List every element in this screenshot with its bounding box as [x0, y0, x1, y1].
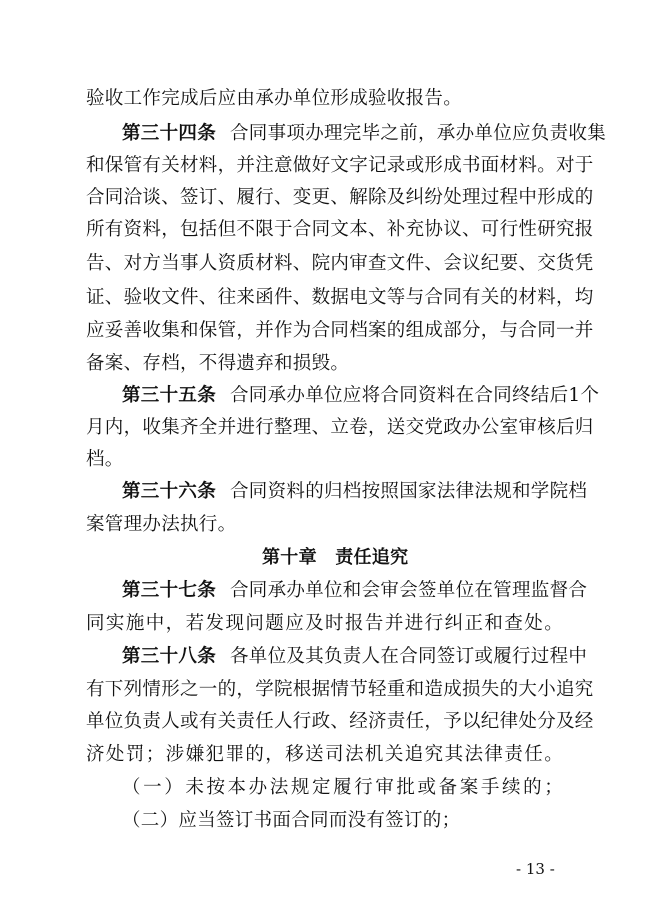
line-text: 有下列情形之一的，学院根据情节轻重和造成损失的大小追究: [86, 679, 594, 700]
line-text: 月内，收集齐全并进行整理、立卷，送交党政办公室审核后归: [86, 417, 594, 438]
article-37: [0, 576, 650, 606]
article-number: 第三十四条: [122, 123, 217, 144]
text-line: [0, 445, 650, 475]
article-36: [0, 477, 650, 507]
text-line: [0, 249, 650, 279]
chapter-heading: [0, 543, 650, 573]
line-text: 各单位及其负责人在合同签订或履行过程中: [230, 646, 588, 667]
line-text: 证、验收文件、往来函件、数据电文等与合同有关的材料，均: [86, 287, 594, 308]
text-line: [0, 151, 650, 181]
line-text: 备案、存档，不得遗弃和损毁。: [86, 353, 350, 374]
line-text: 案管理办法执行。: [86, 514, 237, 535]
line-text: 验收工作完成后应由承办单位形成验收报告。: [86, 88, 463, 109]
article-35: [0, 381, 650, 411]
article-34: [0, 119, 650, 149]
list-item: [0, 806, 650, 836]
line-text: 济处罚；涉嫌犯罪的，移送司法机关追究其法律责任。: [86, 744, 565, 765]
text-line: [0, 609, 650, 639]
line-text: 单位负责人或有关责任人行政、经济责任，予以纪律处分及经: [86, 711, 594, 732]
article-38: [0, 642, 650, 672]
text-line: [0, 675, 650, 705]
chapter-title: 第十章 责任追究: [262, 547, 409, 568]
page-number: - 13 -: [516, 860, 555, 878]
text-line: [0, 740, 650, 770]
line-text: 告、对方当事人资质材料、院内审查文件、会议纪要、交货凭: [86, 253, 594, 274]
text-line: [0, 215, 650, 245]
text-line: [0, 413, 650, 443]
line-text: 所有资料，包括但不限于合同文本、补充协议、可行性研究报: [86, 219, 594, 240]
line-text: 同实施中，若发现问题应及时报告并进行纠正和查处。: [86, 613, 565, 634]
line-text: 和保管有关材料，并注意做好文字记录或形成书面材料。对于: [86, 155, 594, 176]
article-number: 第三十六条: [122, 481, 217, 502]
line-text: 合同资料的归档按照国家法律法规和学院档: [230, 481, 588, 502]
line-text: 合同承办单位应将合同资料在合同终结后1个: [230, 385, 600, 406]
article-number: 第三十五条: [122, 385, 217, 406]
line-text: 合同洽谈、签订、履行、变更、解除及纠纷处理过程中形成的: [86, 187, 594, 208]
line-text: （二）应当签订书面合同而没有签订的；: [122, 810, 461, 831]
text-line: [0, 316, 650, 346]
line-text: 档。: [86, 449, 124, 470]
article-number: 第三十八条: [122, 646, 217, 667]
text-line: [0, 183, 650, 213]
line-text: 合同事项办理完毕之前，承办单位应负责收集: [230, 123, 607, 144]
article-number: 第三十七条: [122, 580, 217, 601]
text-line: [0, 283, 650, 313]
text-line: [0, 510, 650, 540]
text-line: [0, 84, 650, 114]
text-line: [0, 349, 650, 379]
line-text: （一）未按本办法规定履行审批或备案手续的；: [122, 777, 566, 798]
text-line: [0, 707, 650, 737]
list-item: [0, 773, 650, 803]
line-text: 合同承办单位和会审会签单位在管理监督合: [230, 580, 588, 601]
line-text: 应妥善收集和保管，并作为合同档案的组成部分，与合同一并: [86, 320, 594, 341]
